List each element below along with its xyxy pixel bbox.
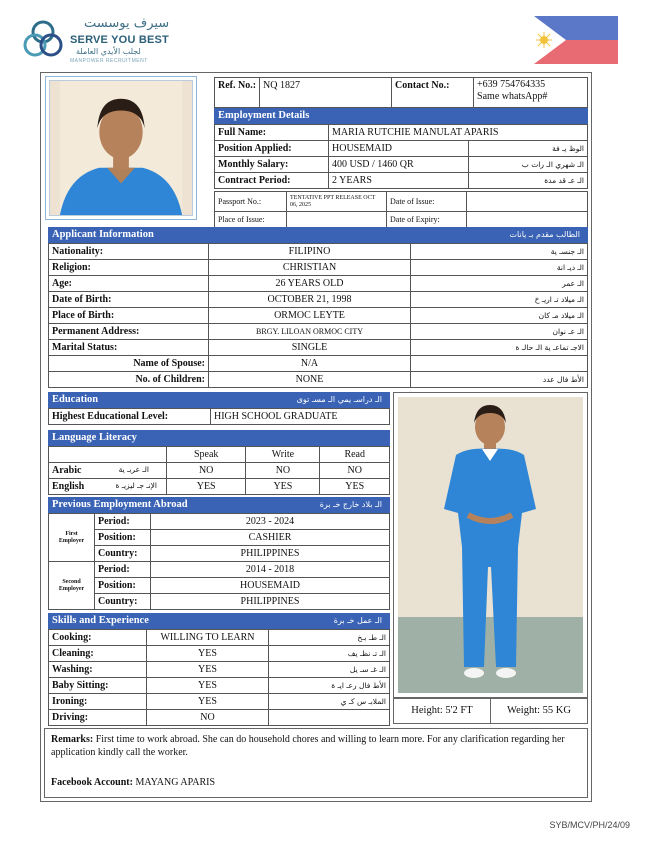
skills-title: Skills and Experience — [52, 615, 149, 626]
english-read-value: YES — [320, 479, 390, 495]
arabic-speak-value: NO — [167, 463, 246, 479]
first-employer-position-value: CASHIER — [151, 530, 390, 546]
monthly-salary-label: Monthly Salary: — [215, 157, 329, 173]
passport-no-value: TENTATIVE PPT RELEASE OCT 06, 2025 — [287, 192, 387, 212]
dob-label: Date of Birth: — [49, 292, 209, 308]
nationality-arabic: الـ جنسـ ية — [411, 244, 588, 260]
applicant-information-table — [48, 243, 588, 388]
education-title-arabic: الـ دراسـ يمي الـ مسـ توى — [296, 395, 382, 404]
philippines-flag-icon — [534, 16, 618, 64]
height-weight-box — [393, 698, 588, 724]
dob-value: OCTOBER 21, 1998 — [209, 292, 411, 308]
ironing-arabic: الملابـ س كـ ي — [269, 694, 390, 710]
education-level-value: HIGH SCHOOL GRADUATE — [211, 409, 390, 425]
skill-row-ironing — [49, 694, 390, 710]
applicant-information-title-arabic: الطالب مقدم بـ يانات — [509, 230, 580, 239]
place-of-issue-value — [287, 212, 387, 228]
document-code: SYB/MCV/PH/24/09 — [549, 820, 630, 830]
children-arabic: الأط فال عدد — [411, 372, 588, 388]
education-header — [48, 392, 390, 408]
first-employer-period-label: Period: — [95, 514, 151, 530]
write-header: Write — [246, 447, 320, 463]
spouse-name-arabic — [411, 356, 588, 372]
logo-arabic-subtext: لجلب الأيدي العاملة — [76, 47, 141, 56]
arabic-language-arabic: الـ عربـ ية — [118, 465, 149, 474]
spouse-name-value: N/A — [209, 356, 411, 372]
cooking-label: Cooking: — [49, 630, 147, 646]
driving-arabic — [269, 710, 390, 726]
previous-employment-header — [48, 497, 390, 513]
age-label: Age: — [49, 276, 209, 292]
english-language-arabic: الإنـ جـ ليزيـ ة — [115, 481, 157, 490]
ref-no-value: NQ 1827 — [260, 78, 392, 108]
children-value: NONE — [209, 372, 411, 388]
first-employer-position-label: Position: — [95, 530, 151, 546]
pob-arabic: الـ ميلاد مـ كان — [411, 308, 588, 324]
first-employer-country-label: Country: — [95, 546, 151, 562]
washing-label: Washing: — [49, 662, 147, 678]
company-logo — [22, 14, 202, 66]
cleaning-label: Cleaning: — [49, 646, 147, 662]
applicant-row-religion — [49, 260, 588, 276]
contract-period-arabic: الـ عـ قد مدة — [469, 173, 588, 189]
english-speak-value: YES — [167, 479, 246, 495]
second-employer-position-value: HOUSEMAID — [151, 578, 390, 594]
language-row-arabic — [49, 463, 390, 479]
address-arabic: الـ عـ نوان — [411, 324, 588, 340]
skills-title-arabic: الـ عمل خـ برة — [333, 616, 382, 625]
marital-status-arabic: الاجـ تماعـ ية الـ حالـ ة — [411, 340, 588, 356]
applicant-row-dob — [49, 292, 588, 308]
skills-section — [48, 613, 390, 726]
language-literacy-title: Language Literacy — [52, 432, 137, 443]
spouse-name-label: Name of Spouse: — [49, 356, 209, 372]
washing-arabic: الـ غـ سـ يل — [269, 662, 390, 678]
second-employer-country-label: Country: — [95, 594, 151, 610]
driving-value: NO — [147, 710, 269, 726]
logo-rings-icon — [22, 18, 64, 60]
washing-value: YES — [147, 662, 269, 678]
cooking-value: WILLING TO LEARN — [147, 630, 269, 646]
baby-sitting-arabic: الأط فال رعـ ايـ ة — [269, 678, 390, 694]
facebook-value: MAYANG APARIS — [135, 777, 216, 788]
logo-subtitle: MANPOWER RECRUITMENT — [70, 58, 148, 64]
children-label: No. of Children: — [49, 372, 209, 388]
contact-whatsapp-note: Same whatsApp# — [477, 91, 548, 102]
second-employer-position-label: Position: — [95, 578, 151, 594]
ironing-label: Ironing: — [49, 694, 147, 710]
speak-header: Speak — [167, 447, 246, 463]
monthly-salary-arabic: الـ شهري الـ رات ب — [469, 157, 588, 173]
language-literacy-section — [48, 430, 390, 495]
first-employer-label: First Employer — [49, 514, 95, 562]
ironing-value: YES — [147, 694, 269, 710]
english-write-value: YES — [246, 479, 320, 495]
skill-row-baby-sitting — [49, 678, 390, 694]
contact-no-cell — [474, 78, 588, 108]
arabic-read-value: NO — [320, 463, 390, 479]
driving-label: Driving: — [49, 710, 147, 726]
skill-row-cleaning — [49, 646, 390, 662]
place-of-issue-label: Place of Issue: — [215, 212, 287, 228]
full-name-value: MARIA RUTCHIE MANULAT APARIS — [329, 125, 588, 141]
monthly-salary-value: 400 USD / 1460 QR — [329, 157, 469, 173]
cooking-arabic: الـ طـ بـخ — [269, 630, 390, 646]
remarks-box — [44, 728, 588, 798]
applicant-information-title: Applicant Information — [52, 229, 154, 240]
remarks-text: First time to work abroad. She can do household chores and willing to learn more. For any clarification regarding her application kindly call the worker. — [51, 734, 565, 758]
position-applied-arabic: الوظ يـ فة — [469, 141, 588, 157]
applicant-row-children — [49, 372, 588, 388]
ref-no-label: Ref. No.: — [215, 78, 260, 108]
marital-status-label: Marital Status: — [49, 340, 209, 356]
address-label: Permanent Address: — [49, 324, 209, 340]
height-value: Height: 5'2 FT — [411, 705, 473, 716]
date-of-issue-value — [467, 192, 588, 212]
facebook-account — [51, 776, 215, 789]
previous-employment-title: Previous Employment Abroad — [52, 499, 188, 510]
second-employer-country-value: PHILIPPINES — [151, 594, 390, 610]
education-title: Education — [52, 394, 99, 405]
date-of-expiry-value — [467, 212, 588, 228]
passport-table — [214, 191, 588, 228]
second-employer-period-value: 2014 - 2018 — [151, 562, 390, 578]
skills-header — [48, 613, 390, 629]
address-value: BRGY. LILOAN ORMOC CITY — [209, 324, 411, 340]
cleaning-arabic: الـ تـ نظـ يف — [269, 646, 390, 662]
read-header: Read — [320, 447, 390, 463]
date-of-issue-label: Date of Issue: — [387, 192, 467, 212]
arabic-language-cell — [49, 463, 167, 479]
first-employer-country-value: PHILIPPINES — [151, 546, 390, 562]
contract-period-value: 2 YEARS — [329, 173, 469, 189]
first-employer-period-value: 2023 - 2024 — [151, 514, 390, 530]
applicant-information-header — [48, 227, 588, 243]
skills-table — [48, 629, 390, 726]
applicant-row-spouse — [49, 356, 588, 372]
position-applied-label: Position Applied: — [215, 141, 329, 157]
contact-no-label: Contact No.: — [392, 78, 474, 108]
religion-label: Religion: — [49, 260, 209, 276]
employment-details-title: Employment Details — [218, 110, 310, 121]
religion-value: CHRISTIAN — [209, 260, 411, 276]
applicant-row-pob — [49, 308, 588, 324]
date-of-expiry-label: Date of Expiry: — [387, 212, 467, 228]
passport-no-label: Passport No.: — [215, 192, 287, 212]
logo-english-text: SERVE YOU BEST — [70, 34, 169, 46]
language-literacy-header — [48, 430, 390, 446]
arabic-language-label: Arabic — [52, 465, 82, 476]
applicant-row-marital — [49, 340, 588, 356]
applicant-row-nationality — [49, 244, 588, 260]
language-corner-cell — [49, 447, 167, 463]
baby-sitting-value: YES — [147, 678, 269, 694]
employment-details-header — [214, 108, 588, 124]
language-literacy-table — [48, 446, 390, 495]
dob-arabic: الـ ميلاد تـ اريـ خ — [411, 292, 588, 308]
previous-employment-section — [48, 497, 390, 610]
pob-label: Place of Birth: — [49, 308, 209, 324]
previous-employment-title-arabic: الـ بلاد خارج خـ برة — [319, 500, 382, 509]
skill-row-washing — [49, 662, 390, 678]
logo-arabic-text: سيرف يوسست — [84, 16, 170, 31]
english-language-cell — [49, 479, 167, 495]
employment-details-table — [214, 124, 588, 189]
contact-no-value: +639 754764335 — [477, 79, 546, 90]
cleaning-value: YES — [147, 646, 269, 662]
remarks-label: Remarks: — [51, 734, 94, 745]
remarks-paragraph — [51, 733, 581, 759]
second-employer-label: Second Employer — [49, 562, 95, 610]
applicant-headshot-photo — [45, 76, 197, 220]
skill-row-driving — [49, 710, 390, 726]
applicant-information-section — [48, 227, 588, 388]
skill-row-cooking — [49, 630, 390, 646]
arabic-write-value: NO — [246, 463, 320, 479]
nationality-value: FILIPINO — [209, 244, 411, 260]
language-row-english — [49, 479, 390, 495]
baby-sitting-label: Baby Sitting: — [49, 678, 147, 694]
education-section — [48, 392, 390, 425]
english-language-label: English — [52, 481, 85, 492]
applicant-full-body-photo — [393, 392, 588, 698]
second-employer-period-label: Period: — [95, 562, 151, 578]
applicant-row-address — [49, 324, 588, 340]
age-value: 26 YEARS OLD — [209, 276, 411, 292]
education-table — [48, 408, 390, 425]
weight-value: Weight: 55 KG — [490, 699, 587, 723]
nationality-label: Nationality: — [49, 244, 209, 260]
facebook-label: Facebook Account: — [51, 777, 133, 788]
applicant-row-age — [49, 276, 588, 292]
age-arabic: الـ عمر — [411, 276, 588, 292]
pob-value: ORMOC LEYTE — [209, 308, 411, 324]
position-applied-value: HOUSEMAID — [329, 141, 469, 157]
education-level-label: Highest Educational Level: — [49, 409, 211, 425]
religion-arabic: الـ ديـ انة — [411, 260, 588, 276]
previous-employment-table — [48, 513, 390, 610]
contract-period-label: Contract Period: — [215, 173, 329, 189]
employment-details-section — [214, 77, 588, 228]
full-name-label: Full Name: — [215, 125, 329, 141]
ref-contact-table — [214, 77, 588, 108]
marital-status-value: SINGLE — [209, 340, 411, 356]
